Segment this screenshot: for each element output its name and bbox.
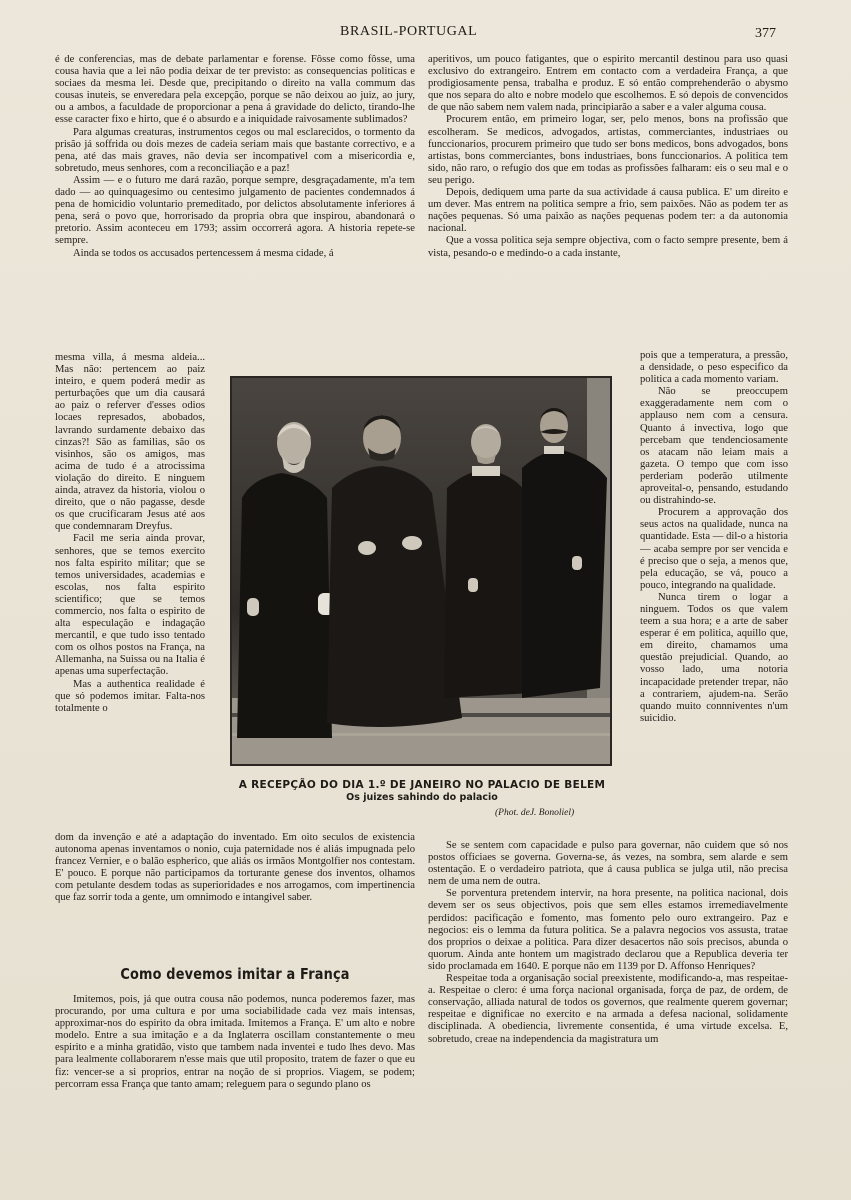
paragraph: Para algumas creaturas, instrumentos cegos ou mal esclarecidos, o tormento da prisão já soffrida ou dois mezes de cadeia seriam mais que bastante correctivo, e a pena, até das mais graves, não devia ser incompativel com a misericordia e, sobretudo, meus senhores, com a reconciliação e a paz! xyxy=(55,126,415,174)
paragraph: Imitemos, pois, já que outra cousa não podemos, nunca poderemos fazer, mas procurando, por uma cultura e por uma sociabilidade cada vez mais intensas, approximar-nos do espirito da obra imitada. Imitemos a França. E' um alto e nobre modelo. Entre a sua imitação e a da Inglaterra oscillam constantemente o meu espirito e a minha gratidão, visto que tambem nada inventei e tudo lhes devo. Mas para lealmente collaborarem n'esse mais que util proposito, tratem de fazer o que eu fiz: vencer-se a si proprios, entrar na noção de si proprios. Viagem, se podem; percorram essa França que tanto amam; releguem para o segundo plano os xyxy=(55,994,415,1090)
paragraph: Depois, dediquem uma parte da sua actividade á causa publica. E' um direito e um dever. Mas entrem na politica sempre a frio, sem paixões. Não as podem ter as nações pequenas. Só uma paixão as nações pequenas podem ter: a da autonomia nacional. xyxy=(428,187,788,235)
paragraph: Ainda se todos os accusados pertencessem á mesma cidade, á xyxy=(73,247,334,259)
left-column-top xyxy=(55,54,415,260)
paragraph: Respeitae toda a organisação social preexistente, modificando-a, mas respeitae-a. Respeitae o clero: é uma força nacional organisada, força de paz, de ordem, de conservação, alliada natural de todos os governos, que realmente querem governar; respeitae e dignificae no exercito e na armada a defesa nacional, solidamente disciplinada. A obediencia, livremente consentida, é uma virtude excelsa. E, sobretudo, creae na independencia da magistratura um xyxy=(428,973,788,1045)
right-column-narrow xyxy=(640,350,788,725)
running-head xyxy=(0,24,851,44)
paragraph: é de conferencias, mas de debate parlamentar e forense. Fôsse como fôsse, uma cousa havia que a lei não podia deixar de ter previsto: as consequencias politicas e sociaes da mesma lei. Desde que, precipitando o direito na valla commum das cousas inuteis, se enveredara pela excepção, porque se não deixou ao juiz, ao jury, ou a ambos, a faculdade de proporcionar a pena á gravidade do delicto, tirando-lhe esse caracter fixo e hirto, que é o absurdo e a iniquidade raivosamente sublimados? xyxy=(55,54,415,126)
paragraph: Que a vossa politica seja sempre objectiva, com o facto sempre presente, bem á vista, pesando-o e medindo-o a cada instante, xyxy=(428,235,788,259)
paragraph: Mas a authentica realidade é que só podemos imitar. Falta-nos totalmente o xyxy=(55,678,205,714)
paragraph: Procurem a approvação dos seus actos na qualidade, nunca na quantidade. Esta — dil-o a historia — acaba sempre por ser vencida e é preciso que o seja, a menos que, pela educação, se vá, pouco a pouco, integrando na qualidade. xyxy=(640,507,788,591)
paragraph: dom da invenção e até a adaptação do inventado. Em oito seculos de existencia autonoma apenas inventamos o nonio, cuja paternidade nos é aliás impugnada pelo francez Vernier, e o balão espherico, que aliás os irmãos Montgolfier nos contestam. E' pouco. E porque não participamos da torturante genese dos inventos, olhamos com petulante desdem todas as superioridades e nos arrogamos, com impertinencia que faz sorrir toda a gente, um omnimodo e intangivel saber. xyxy=(55,832,415,904)
section-body xyxy=(55,994,415,1091)
running-title: BRASIL-PORTUGAL xyxy=(340,24,478,39)
photograph-judges xyxy=(230,376,612,766)
paragraph: Não se preoccupem exaggeradamente nem com o applauso nem com a censura. Quanto á invectiva, logo que percebam que tendenciosamente os atacam não leiam mais a gazeta. O tempo que com isso perderiam poderão utilmente aproveital-o, pensando, estudando ou distrahindo-se. xyxy=(640,386,788,507)
caption-title: A RECEPÇÃO DO DIA 1.º DE JANEIRO NO PALACIO DE BELEM xyxy=(238,779,606,791)
paragraph: pois que a temperatura, a pressão, a densidade, o peso especifico da politica a cada momento variam. xyxy=(640,350,788,386)
paragraph: mesma villa, á mesma aldeia... Mas não: pertencem ao paiz inteiro, e quem poderá medir as perturbações que um dia causará ao paiz o referver d'esses odios locaes represados, abobados, lavrando surdamente debaixo das cinzas?! São as familias, são os visinhos, são os amigos, mas acima de tudo é a atrocissima violação do direito. E ninguem ainda, atravez da historia, violou o direito, que o não pagasse, desde os que crucificaram Jesus até aos que condemnaram Dreyfus. xyxy=(55,352,205,533)
photo-illustration xyxy=(232,378,610,764)
paragraph: Nunca tirem o logar a ninguem. Todos os que valem teem a sua hora; e a arte de saber esperar é em politica, aquillo que, em direito, chamamos uma questão prejudicial. Quando, ao vosso lado, uma notoria incapacidade pretender trepar, não a contrariem, ajudem-na. Serão quando muito connniventes n'um suicidio. xyxy=(640,591,788,724)
paragraph: Se porventura pretendem intervir, na hora presente, na politica nacional, dois devem ser os seus objectivos, pois que sem elles estamos irremediavelmente perdidos: pacificação e fomento, mas fomento pelo ouro extrangeiro. Paz e negocios: eis o lemma da futura politica. Se a palavra negocios vos assusta, tratae dos proprios o deixae a politica. Para dizer desacertos não sois precisos, abunda o quorum. Ainda ante hontem um magistrado declarou que a Republica deveria ter sido proclamada em 1640. E porque não em 1139 por D. Affonso Henriques? xyxy=(428,888,788,972)
photo-credit: (Phot. deJ. Bonoliel) xyxy=(495,808,575,818)
paragraph: Facil me seria ainda provar, senhores, que se temos exercito nos falta espirito militar; que se temos universidades, academias e escolas, nos falta espirito scientifico; que se temos commercio, nos falta o espirito de alta especulação e indagação mercantil, e que tudo isso tentado com os olhos postos na França, na Allemanha, na Suissa ou na Italia é apenas uma superfectação. xyxy=(55,533,205,678)
left-column-lower xyxy=(55,832,415,905)
left-column-narrow xyxy=(55,352,205,715)
right-column-top xyxy=(428,54,788,260)
caption-subtitle: Os juizes sahindo do palacio xyxy=(346,792,498,803)
photo-caption xyxy=(232,779,612,803)
paragraph: Procurem então, em primeiro logar, ser, pelo menos, bons na profissão que escolheram. Se medicos, advogados, artistas, commerciantes, industriaes ou funccionarios, procurem primeiro que tudo ser bons medicos, bons advogados, bons artistas, bons commerciantes, bons industriaes, bons funccionarios. A politica tem sido, não raro, o refugio dos que em todas as profissões falharam: eis o seu mal e o seu perigo. xyxy=(428,114,788,186)
right-column-lower xyxy=(428,840,788,1046)
paragraph: Se se sentem com capacidade e pulso para governar, não cuidem que só nos postos officiaes se governa. Governa-se, ás vezes, na sombra, sem alarde e sem ostentação. E o verdadeiro patriota, que á causa publica se julga util, não precisa nem de uma nem de outra. xyxy=(428,840,788,888)
page-number: 377 xyxy=(755,26,776,41)
section-heading: Como devemos imitar a França xyxy=(120,965,350,983)
paragraph: Assim — e o futuro me dará razão, porque sempre, desgraçadamente, m'a tem dado — ao quinquagesimo ou centesimo julgamento de pacientes condemnados á pena de homicidio voluntario premeditado, por delictos absolutamente inferiores á pena, será o povo que, horrorisado da propria obra que inspirou, abandonará o pretorio. Assim aconteceu em 1793; assim occorrerá agora. A historia repete-se sempre. xyxy=(55,174,415,247)
paragraph: aperitivos, um pouco fatigantes, que o espirito mercantil destinou para uso quasi exclusivo do extrangeiro. Entrem em contacto com a verdadeira França, a que prodigiosamente pensa, trabalha e produz. E só então comprehenderão o abysmo que nos separa do alto e nobre modelo que escolhemos. E só depois de convencidos de que não sabem nem valem nada, principiarão a saber e a valer alguma cousa. xyxy=(428,54,788,114)
